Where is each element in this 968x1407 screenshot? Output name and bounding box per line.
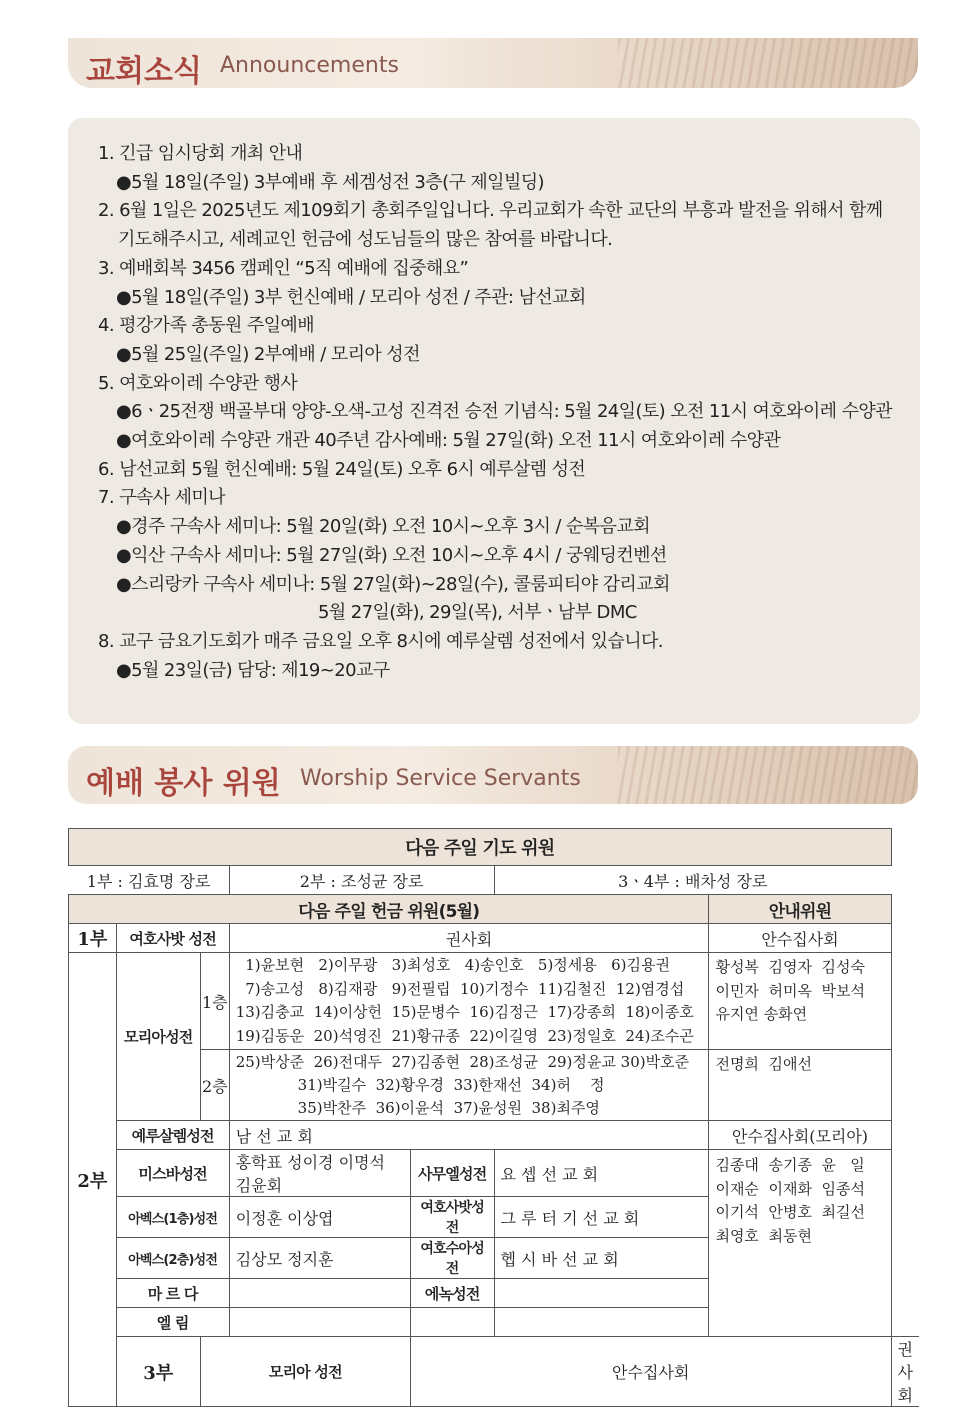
apes2-label: 아벡스(2층)성전 xyxy=(116,1238,229,1279)
service-1-place: 여호사밧 성전 xyxy=(116,924,229,953)
announcements-title-en: Announcements xyxy=(220,53,399,78)
yeho-su-label: 여호수아성전 xyxy=(410,1238,494,1279)
samuel-value: 요 셉 선 교 회 xyxy=(494,1150,709,1197)
service-2-label: 2부 xyxy=(69,953,117,1407)
usher-moriah-names: 김종대 송기종 윤 일 이재순 이재화 임종석 이기석 안병호 최길선 최영호 최동현 xyxy=(709,1150,891,1337)
elim-value xyxy=(229,1308,410,1337)
yeho-su-value: 헵 시 바 선 교 회 xyxy=(494,1238,709,1279)
prayer-header: 다음 주일 기도 위원 xyxy=(69,829,892,866)
enok-value xyxy=(494,1279,709,1308)
banner-texture xyxy=(618,38,918,88)
mispah-label: 미스바성전 xyxy=(116,1150,229,1197)
announcement-detail: ●5월 23일(금) 담당: 제19~20교구 xyxy=(116,659,390,681)
floor-2-label: 2층 xyxy=(200,1050,229,1121)
samuel-label: 사무엘성전 xyxy=(410,1150,494,1197)
announcements-title-ko: 교회소식 xyxy=(86,54,202,88)
service-1-usher: 안수집사회 xyxy=(709,924,891,953)
usher-group-moriah: 안수집사회(모리아) xyxy=(709,1121,891,1150)
floor-2-ushers: 전명희 김애선 xyxy=(709,1050,891,1121)
floor-2-names: 25)박상준 26)전대두 27)김종현 28)조성균 29)정윤교 30)박호준 31)박길수 32)황우경 33)한재선 34)허 정 35)박찬주 36)이윤석 37)윤성원 38)최주영 xyxy=(229,1050,709,1121)
announcement-item: 6. 남선교회 5월 헌신예배: 5월 24일(토) 오후 6시 예루살렘 성전 xyxy=(98,458,586,480)
banner-texture xyxy=(618,746,918,804)
servants-title-ko: 예배 봉사 위원 xyxy=(86,766,281,801)
apes1-value: 이정훈 이상엽 xyxy=(229,1197,410,1238)
announcement-detail: 기도해주시고, 세례교인 헌금에 성도님들의 많은 참여를 바랍니다. xyxy=(118,229,613,251)
announcement-detail: ●5월 18일(주일) 3부 헌신예배 / 모리아 성전 / 주관: 남선교회 xyxy=(116,286,586,308)
announcement-item: 4. 평강가족 총동원 주일예배 xyxy=(98,315,315,337)
elim-label: 엘 림 xyxy=(116,1308,229,1337)
prayer-s2: 2부 : 조성균 장로 xyxy=(229,866,494,895)
mareuda-value xyxy=(229,1279,410,1308)
service-1-label: 1부 xyxy=(69,924,117,953)
floor-1-names: 1)윤보현 2)이무광 3)최성호 4)송인호 5)정세용 6)김용권 7)송고성 8)김재광 9)전필립 10)기정수 11)김철진 12)염경섭 13)김충교 14)이상헌 15)문병수 16)김정근 17)강종희 18)이종호 19)김동운 20)석영진 21)황규종 22)이길영 23)정일호 24)조수곤 xyxy=(229,953,709,1050)
service-1-offering: 권사회 xyxy=(229,924,709,953)
service-3-place: 모리아 성전 xyxy=(200,1337,410,1407)
empty-cell xyxy=(410,1308,494,1337)
announcements-box xyxy=(68,118,920,724)
enok-label: 에녹성전 xyxy=(410,1279,494,1308)
prayer-s1: 1부 : 김효명 장로 xyxy=(69,866,230,895)
announcement-detail: ●스리랑카 구속사 세미나: 5월 27일(화)~28일(수), 콜룸피티야 감리교회 xyxy=(116,573,670,595)
moriah-place: 모리아성전 xyxy=(116,953,200,1121)
servants-title-en: Worship Service Servants xyxy=(300,766,581,791)
yeho-sabat-value: 그 루 터 기 선 교 회 xyxy=(494,1197,709,1238)
jerusalem-label: 예루살렘성전 xyxy=(116,1121,229,1150)
announcement-detail: ●익산 구속사 세미나: 5월 27일(화) 오전 10시~오후 4시 / 궁웨딩컨벤션 xyxy=(116,544,667,566)
apes2-value: 김상모 정지훈 xyxy=(229,1238,410,1279)
announcements-list xyxy=(98,140,900,685)
floor-1-label: 1층 xyxy=(200,953,229,1050)
empty-cell xyxy=(494,1308,709,1337)
announcement-detail: ●5월 18일(주일) 3부예배 후 세겜성전 3층(구 제일빌딩) xyxy=(116,171,544,193)
usher-header: 안내위원 xyxy=(709,895,891,924)
announcement-detail: ●경주 구속사 세미나: 5월 20일(화) 오전 10시~오후 3시 / 순복음교회 xyxy=(116,516,650,538)
servants-table xyxy=(68,828,919,1407)
announcement-detail: ●5월 25일(주일) 2부예배 / 모리아 성전 xyxy=(116,343,420,365)
announcements-banner xyxy=(68,38,918,88)
announcement-detail: 5월 27일(화), 29일(목), 서부ㆍ남부 DMC xyxy=(318,602,637,624)
service-3-label: 3부 xyxy=(116,1337,200,1407)
jerusalem-value: 남 선 교 회 xyxy=(229,1121,709,1150)
mispah-value: 홍학표 성이경 이명석 김윤회 xyxy=(229,1150,410,1197)
offering-header: 다음 주일 헌금 위원(5월) xyxy=(69,895,709,924)
announcement-detail: ●여호와이레 수양관 개관 40주년 감사예배: 5월 27일(화) 오전 11시 여호와이레 수양관 xyxy=(116,430,781,452)
apes1-label: 아벡스(1층)성전 xyxy=(116,1197,229,1238)
announcement-item: 5. 여호와이레 수양관 행사 xyxy=(98,372,298,394)
announcement-item: 8. 교구 금요기도회가 매주 금요일 오후 8시에 예루살렘 성전에서 있습니다. xyxy=(98,630,663,652)
announcement-item: 3. 예배회복 3456 캠페인 “5직 예배에 집중해요” xyxy=(98,257,469,279)
announcement-item: 7. 구속사 세미나 xyxy=(98,487,225,509)
servants-banner xyxy=(68,746,918,804)
announcement-item: 1. 긴급 임시당회 개최 안내 xyxy=(98,143,303,164)
prayer-s34: 3ㆍ4부 : 배차성 장로 xyxy=(494,866,891,895)
announcement-detail: ●6ㆍ25전쟁 백골부대 양양-오색-고성 진격전 승전 기념식: 5월 24일(토) 오전 11시 여호와이레 수양관 xyxy=(116,401,892,423)
announcement-item: 2. 6월 1일은 2025년도 제109회기 총회주일입니다. 우리교회가 속한 교단의 부흥과 발전을 위해서 함께 xyxy=(98,200,883,222)
mareuda-label: 마 르 다 xyxy=(116,1279,229,1308)
floor-1-ushers: 황성복 김영자 김성숙 이민자 허미옥 박보석 유지연 송화연 xyxy=(709,953,891,1050)
service-3-usher: 권사회 xyxy=(891,1337,919,1407)
service-3-offering: 안수집사회 xyxy=(410,1337,891,1407)
yeho-sabat-label: 여호사밧성전 xyxy=(410,1197,494,1238)
